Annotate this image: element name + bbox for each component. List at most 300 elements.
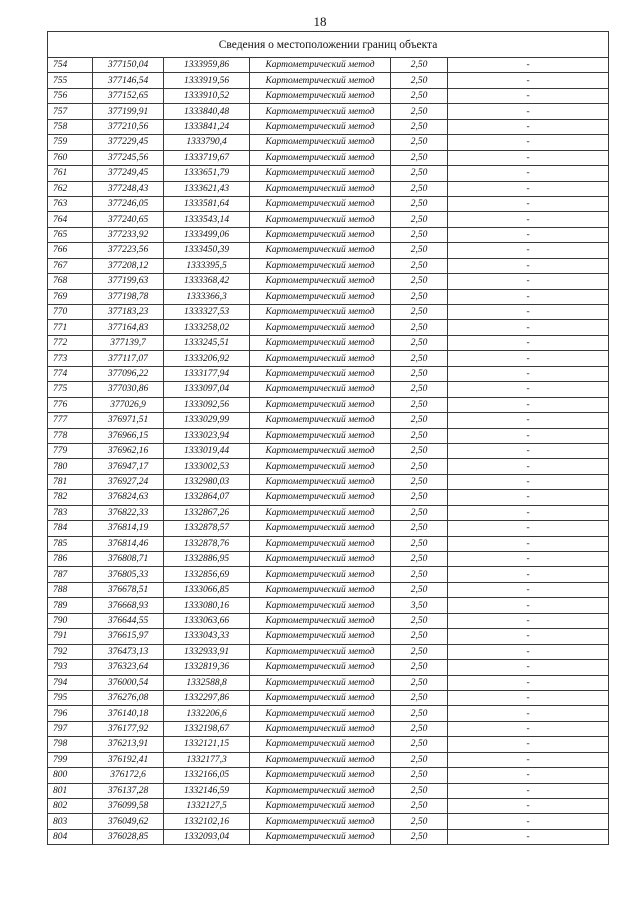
accuracy-value: 2,50: [391, 351, 448, 366]
coordinate-y: 1333621,43: [164, 181, 250, 196]
coordinate-y: 1332166,05: [164, 768, 250, 783]
accuracy-value: 2,50: [391, 243, 448, 258]
table-row: [48, 135, 609, 150]
description-value: -: [448, 58, 609, 73]
description-value: -: [448, 366, 609, 381]
accuracy-value: 2,50: [391, 721, 448, 736]
point-number: 755: [48, 73, 93, 88]
description-value: -: [448, 135, 609, 150]
description-value: -: [448, 675, 609, 690]
accuracy-value: 2,50: [391, 706, 448, 721]
determination-method: Картометрический метод: [250, 397, 391, 412]
determination-method: Картометрический метод: [250, 799, 391, 814]
determination-method: Картометрический метод: [250, 243, 391, 258]
point-number: 793: [48, 660, 93, 675]
coordinate-y: 1333910,52: [164, 88, 250, 103]
point-number: 791: [48, 629, 93, 644]
coordinate-y: 1332177,3: [164, 752, 250, 767]
table-row: [48, 150, 609, 165]
coordinate-y: 1333043,33: [164, 629, 250, 644]
coordinate-y: 1333651,79: [164, 166, 250, 181]
coordinate-y: 1332856,69: [164, 567, 250, 582]
point-number: 783: [48, 505, 93, 520]
determination-method: Картометрический метод: [250, 752, 391, 767]
coordinate-y: 1332933,91: [164, 644, 250, 659]
coordinate-x: 376213,91: [93, 737, 164, 752]
accuracy-value: 2,50: [391, 413, 448, 428]
point-number: 800: [48, 768, 93, 783]
description-value: -: [448, 428, 609, 443]
determination-method: Картометрический метод: [250, 613, 391, 628]
accuracy-value: 2,50: [391, 227, 448, 242]
coordinate-y: 1333368,42: [164, 274, 250, 289]
determination-method: Картометрический метод: [250, 366, 391, 381]
point-number: 790: [48, 613, 93, 628]
table-row: [48, 428, 609, 443]
determination-method: Картометрический метод: [250, 443, 391, 458]
table-row: [48, 289, 609, 304]
point-number: 792: [48, 644, 93, 659]
coordinate-y: 1332121,15: [164, 737, 250, 752]
coordinate-y: 1332864,07: [164, 490, 250, 505]
accuracy-value: 2,50: [391, 382, 448, 397]
coordinate-x: 376966,15: [93, 428, 164, 443]
coordinate-x: 376962,16: [93, 443, 164, 458]
coordinate-y: 1333959,86: [164, 58, 250, 73]
table-row: [48, 536, 609, 551]
coordinate-x: 377199,63: [93, 274, 164, 289]
coordinate-y: 1332102,16: [164, 814, 250, 829]
coordinate-x: 376192,41: [93, 752, 164, 767]
coordinate-x: 377139,7: [93, 335, 164, 350]
description-value: -: [448, 227, 609, 242]
determination-method: Картометрический метод: [250, 598, 391, 613]
determination-method: Картометрический метод: [250, 459, 391, 474]
table-row: [48, 243, 609, 258]
description-value: -: [448, 567, 609, 582]
point-number: 771: [48, 320, 93, 335]
table-row: [48, 629, 609, 644]
point-number: 772: [48, 335, 93, 350]
point-number: 797: [48, 721, 93, 736]
table-row: [48, 212, 609, 227]
determination-method: Картометрический метод: [250, 552, 391, 567]
coordinate-y: 1333063,66: [164, 613, 250, 628]
coordinate-y: 1332206,6: [164, 706, 250, 721]
accuracy-value: 2,50: [391, 552, 448, 567]
coordinate-x: 377246,05: [93, 196, 164, 211]
coordinate-x: 377026,9: [93, 397, 164, 412]
table-row: [48, 690, 609, 705]
description-value: -: [448, 752, 609, 767]
description-value: -: [448, 351, 609, 366]
determination-method: Картометрический метод: [250, 88, 391, 103]
determination-method: Картометрический метод: [250, 521, 391, 536]
coordinate-y: 1333790,4: [164, 135, 250, 150]
point-number: 759: [48, 135, 93, 150]
point-number: 773: [48, 351, 93, 366]
coordinate-y: 1333023,94: [164, 428, 250, 443]
point-number: 770: [48, 305, 93, 320]
point-number: 801: [48, 783, 93, 798]
description-value: -: [448, 443, 609, 458]
point-number: 758: [48, 119, 93, 134]
point-number: 780: [48, 459, 93, 474]
table-row: [48, 320, 609, 335]
coordinate-y: 1333719,67: [164, 150, 250, 165]
coordinate-x: 377150,04: [93, 58, 164, 73]
accuracy-value: 2,50: [391, 490, 448, 505]
point-number: 803: [48, 814, 93, 829]
accuracy-value: 2,50: [391, 799, 448, 814]
determination-method: Картометрический метод: [250, 660, 391, 675]
coordinate-x: 376473,13: [93, 644, 164, 659]
determination-method: Картометрический метод: [250, 505, 391, 520]
coordinate-x: 376177,92: [93, 721, 164, 736]
determination-method: Картометрический метод: [250, 227, 391, 242]
point-number: 795: [48, 690, 93, 705]
determination-method: Картометрический метод: [250, 258, 391, 273]
point-number: 764: [48, 212, 93, 227]
point-number: 782: [48, 490, 93, 505]
determination-method: Картометрический метод: [250, 768, 391, 783]
accuracy-value: 2,50: [391, 521, 448, 536]
coordinate-y: 1333206,92: [164, 351, 250, 366]
determination-method: Картометрический метод: [250, 289, 391, 304]
description-value: -: [448, 552, 609, 567]
coordinate-x: 377233,92: [93, 227, 164, 242]
point-number: 778: [48, 428, 93, 443]
table-row: [48, 552, 609, 567]
table-row: [48, 752, 609, 767]
determination-method: Картометрический метод: [250, 305, 391, 320]
accuracy-value: 2,50: [391, 258, 448, 273]
coordinate-x: 376049,62: [93, 814, 164, 829]
description-value: -: [448, 289, 609, 304]
point-number: 754: [48, 58, 93, 73]
coordinate-y: 1333499,06: [164, 227, 250, 242]
coordinate-x: 376323,64: [93, 660, 164, 675]
determination-method: Картометрический метод: [250, 382, 391, 397]
coordinate-y: 1332819,36: [164, 660, 250, 675]
table-row: [48, 598, 609, 613]
accuracy-value: 2,50: [391, 104, 448, 119]
determination-method: Картометрический метод: [250, 706, 391, 721]
table-row: [48, 721, 609, 736]
table-row: [48, 119, 609, 134]
point-number: 781: [48, 474, 93, 489]
point-number: 785: [48, 536, 93, 551]
accuracy-value: 2,50: [391, 166, 448, 181]
coordinate-x: 376814,46: [93, 536, 164, 551]
coordinate-x: 377245,56: [93, 150, 164, 165]
determination-method: Картометрический метод: [250, 490, 391, 505]
description-value: -: [448, 212, 609, 227]
description-value: -: [448, 243, 609, 258]
description-value: -: [448, 181, 609, 196]
point-number: 789: [48, 598, 93, 613]
accuracy-value: 2,50: [391, 629, 448, 644]
determination-method: Картометрический метод: [250, 196, 391, 211]
description-value: -: [448, 166, 609, 181]
coordinate-y: 1332878,57: [164, 521, 250, 536]
coordinate-y: 1333581,64: [164, 196, 250, 211]
description-value: -: [448, 737, 609, 752]
coordinate-x: 377210,56: [93, 119, 164, 134]
coordinate-x: 376028,85: [93, 829, 164, 844]
table-row: [48, 196, 609, 211]
determination-method: Картометрический метод: [250, 413, 391, 428]
point-number: 779: [48, 443, 93, 458]
description-value: -: [448, 382, 609, 397]
description-value: -: [448, 706, 609, 721]
coordinate-x: 376615,97: [93, 629, 164, 644]
coordinate-x: 377249,45: [93, 166, 164, 181]
point-number: 769: [48, 289, 93, 304]
coordinate-y: 1333395,5: [164, 258, 250, 273]
point-number: 786: [48, 552, 93, 567]
accuracy-value: 2,50: [391, 660, 448, 675]
point-number: 766: [48, 243, 93, 258]
table-row: [48, 567, 609, 582]
coordinate-x: 376808,71: [93, 552, 164, 567]
point-number: 756: [48, 88, 93, 103]
description-value: -: [448, 413, 609, 428]
coordinate-y: 1333092,56: [164, 397, 250, 412]
point-number: 777: [48, 413, 93, 428]
coordinate-x: 376000,54: [93, 675, 164, 690]
determination-method: Картометрический метод: [250, 320, 391, 335]
description-value: -: [448, 783, 609, 798]
accuracy-value: 2,50: [391, 274, 448, 289]
table-row: [48, 799, 609, 814]
coordinate-y: 1333450,39: [164, 243, 250, 258]
description-value: -: [448, 629, 609, 644]
point-number: 802: [48, 799, 93, 814]
coordinate-x: 376140,18: [93, 706, 164, 721]
determination-method: Картометрический метод: [250, 274, 391, 289]
table-row: [48, 258, 609, 273]
accuracy-value: 2,50: [391, 675, 448, 690]
table-row: [48, 73, 609, 88]
determination-method: Картометрический метод: [250, 166, 391, 181]
coordinate-x: 377223,56: [93, 243, 164, 258]
accuracy-value: 2,50: [391, 768, 448, 783]
coordinate-y: 1333066,85: [164, 582, 250, 597]
point-number: 763: [48, 196, 93, 211]
table-row: [48, 582, 609, 597]
table-title: Сведения о местоположении границ объекта: [48, 32, 609, 58]
description-value: -: [448, 660, 609, 675]
coordinate-x: 376137,28: [93, 783, 164, 798]
accuracy-value: 2,50: [391, 505, 448, 520]
table-title-row: [48, 32, 609, 58]
determination-method: Картометрический метод: [250, 783, 391, 798]
description-value: -: [448, 397, 609, 412]
determination-method: Картометрический метод: [250, 690, 391, 705]
accuracy-value: 2,50: [391, 366, 448, 381]
description-value: -: [448, 613, 609, 628]
point-number: 767: [48, 258, 93, 273]
coordinate-x: 376927,24: [93, 474, 164, 489]
determination-method: Картометрический метод: [250, 567, 391, 582]
coordinate-x: 377152,65: [93, 88, 164, 103]
table-row: [48, 613, 609, 628]
coordinate-y: 1333177,94: [164, 366, 250, 381]
accuracy-value: 2,50: [391, 320, 448, 335]
table-row: [48, 521, 609, 536]
coordinate-y: 1333366,3: [164, 289, 250, 304]
description-value: -: [448, 721, 609, 736]
accuracy-value: 2,50: [391, 814, 448, 829]
accuracy-value: 2,50: [391, 536, 448, 551]
table-row: [48, 366, 609, 381]
coordinate-y: 1332867,26: [164, 505, 250, 520]
description-value: -: [448, 829, 609, 844]
coordinate-y: 1332198,67: [164, 721, 250, 736]
coordinate-y: 1333080,16: [164, 598, 250, 613]
coordinate-x: 376814,19: [93, 521, 164, 536]
table-row: [48, 274, 609, 289]
accuracy-value: 2,50: [391, 88, 448, 103]
coordinate-x: 377030,86: [93, 382, 164, 397]
point-number: 762: [48, 181, 93, 196]
coordinate-y: 1332980,03: [164, 474, 250, 489]
accuracy-value: 2,50: [391, 783, 448, 798]
coordinate-y: 1333841,24: [164, 119, 250, 134]
coordinate-x: 377199,91: [93, 104, 164, 119]
page-number: 18: [313, 14, 327, 29]
accuracy-value: 2,50: [391, 196, 448, 211]
description-value: -: [448, 196, 609, 211]
determination-method: Картометрический метод: [250, 181, 391, 196]
table-row: [48, 382, 609, 397]
accuracy-value: 2,50: [391, 58, 448, 73]
description-value: -: [448, 119, 609, 134]
point-number: 775: [48, 382, 93, 397]
coordinate-x: 377229,45: [93, 135, 164, 150]
coordinate-x: 376971,51: [93, 413, 164, 428]
determination-method: Картометрический метод: [250, 119, 391, 134]
accuracy-value: 2,50: [391, 690, 448, 705]
accuracy-value: 2,50: [391, 737, 448, 752]
description-value: -: [448, 104, 609, 119]
coordinate-x: 376172,6: [93, 768, 164, 783]
coordinate-y: 1333029,99: [164, 413, 250, 428]
description-value: -: [448, 258, 609, 273]
table-row: [48, 459, 609, 474]
determination-method: Картометрический метод: [250, 474, 391, 489]
accuracy-value: 2,50: [391, 335, 448, 350]
accuracy-value: 2,50: [391, 397, 448, 412]
table-row: [48, 397, 609, 412]
point-number: 768: [48, 274, 93, 289]
table-row: [48, 675, 609, 690]
coordinate-y: 1333327,53: [164, 305, 250, 320]
table-row: [48, 413, 609, 428]
determination-method: Картометрический метод: [250, 351, 391, 366]
coordinate-y: 1333245,51: [164, 335, 250, 350]
table-row: [48, 706, 609, 721]
table-row: [48, 443, 609, 458]
coordinate-x: 377164,83: [93, 320, 164, 335]
point-number: 798: [48, 737, 93, 752]
point-number: 796: [48, 706, 93, 721]
accuracy-value: 2,50: [391, 567, 448, 582]
determination-method: Картометрический метод: [250, 428, 391, 443]
table-row: [48, 505, 609, 520]
accuracy-value: 2,50: [391, 212, 448, 227]
description-value: -: [448, 582, 609, 597]
table-row: [48, 660, 609, 675]
determination-method: Картометрический метод: [250, 150, 391, 165]
coordinate-x: 376099,58: [93, 799, 164, 814]
determination-method: Картометрический метод: [250, 58, 391, 73]
coordinate-y: 1333097,04: [164, 382, 250, 397]
description-value: -: [448, 274, 609, 289]
coordinate-x: 376644,55: [93, 613, 164, 628]
table-row: [48, 227, 609, 242]
table-row: [48, 474, 609, 489]
point-number: 804: [48, 829, 93, 844]
coordinate-y: 1332588,8: [164, 675, 250, 690]
boundary-coordinates-table: [47, 31, 609, 845]
description-value: -: [448, 644, 609, 659]
description-value: -: [448, 150, 609, 165]
accuracy-value: 2,50: [391, 289, 448, 304]
coordinate-y: 1333002,53: [164, 459, 250, 474]
accuracy-value: 2,50: [391, 428, 448, 443]
accuracy-value: 2,50: [391, 150, 448, 165]
description-value: -: [448, 536, 609, 551]
determination-method: Картометрический метод: [250, 582, 391, 597]
coordinate-y: 1332127,5: [164, 799, 250, 814]
description-value: -: [448, 490, 609, 505]
coordinate-x: 377240,65: [93, 212, 164, 227]
table-row: [48, 768, 609, 783]
determination-method: Картометрический метод: [250, 212, 391, 227]
coordinate-y: 1332878,76: [164, 536, 250, 551]
table-row: [48, 104, 609, 119]
description-value: -: [448, 505, 609, 520]
coordinate-x: 377198,78: [93, 289, 164, 304]
table-row: [48, 335, 609, 350]
coordinate-y: 1332297,86: [164, 690, 250, 705]
point-number: 788: [48, 582, 93, 597]
table-row: [48, 829, 609, 844]
description-value: -: [448, 768, 609, 783]
table-row: [48, 490, 609, 505]
coordinate-y: 1332093,04: [164, 829, 250, 844]
determination-method: Картометрический метод: [250, 629, 391, 644]
table-row: [48, 644, 609, 659]
point-number: 799: [48, 752, 93, 767]
determination-method: Картометрический метод: [250, 335, 391, 350]
coordinate-x: 377117,07: [93, 351, 164, 366]
accuracy-value: 2,50: [391, 73, 448, 88]
determination-method: Картометрический метод: [250, 675, 391, 690]
accuracy-value: 2,50: [391, 119, 448, 134]
determination-method: Картометрический метод: [250, 721, 391, 736]
coordinate-y: 1332146,59: [164, 783, 250, 798]
point-number: 765: [48, 227, 93, 242]
description-value: -: [448, 521, 609, 536]
accuracy-value: 2,50: [391, 181, 448, 196]
description-value: -: [448, 598, 609, 613]
determination-method: Картометрический метод: [250, 644, 391, 659]
table-row: [48, 305, 609, 320]
coordinate-y: 1333258,02: [164, 320, 250, 335]
